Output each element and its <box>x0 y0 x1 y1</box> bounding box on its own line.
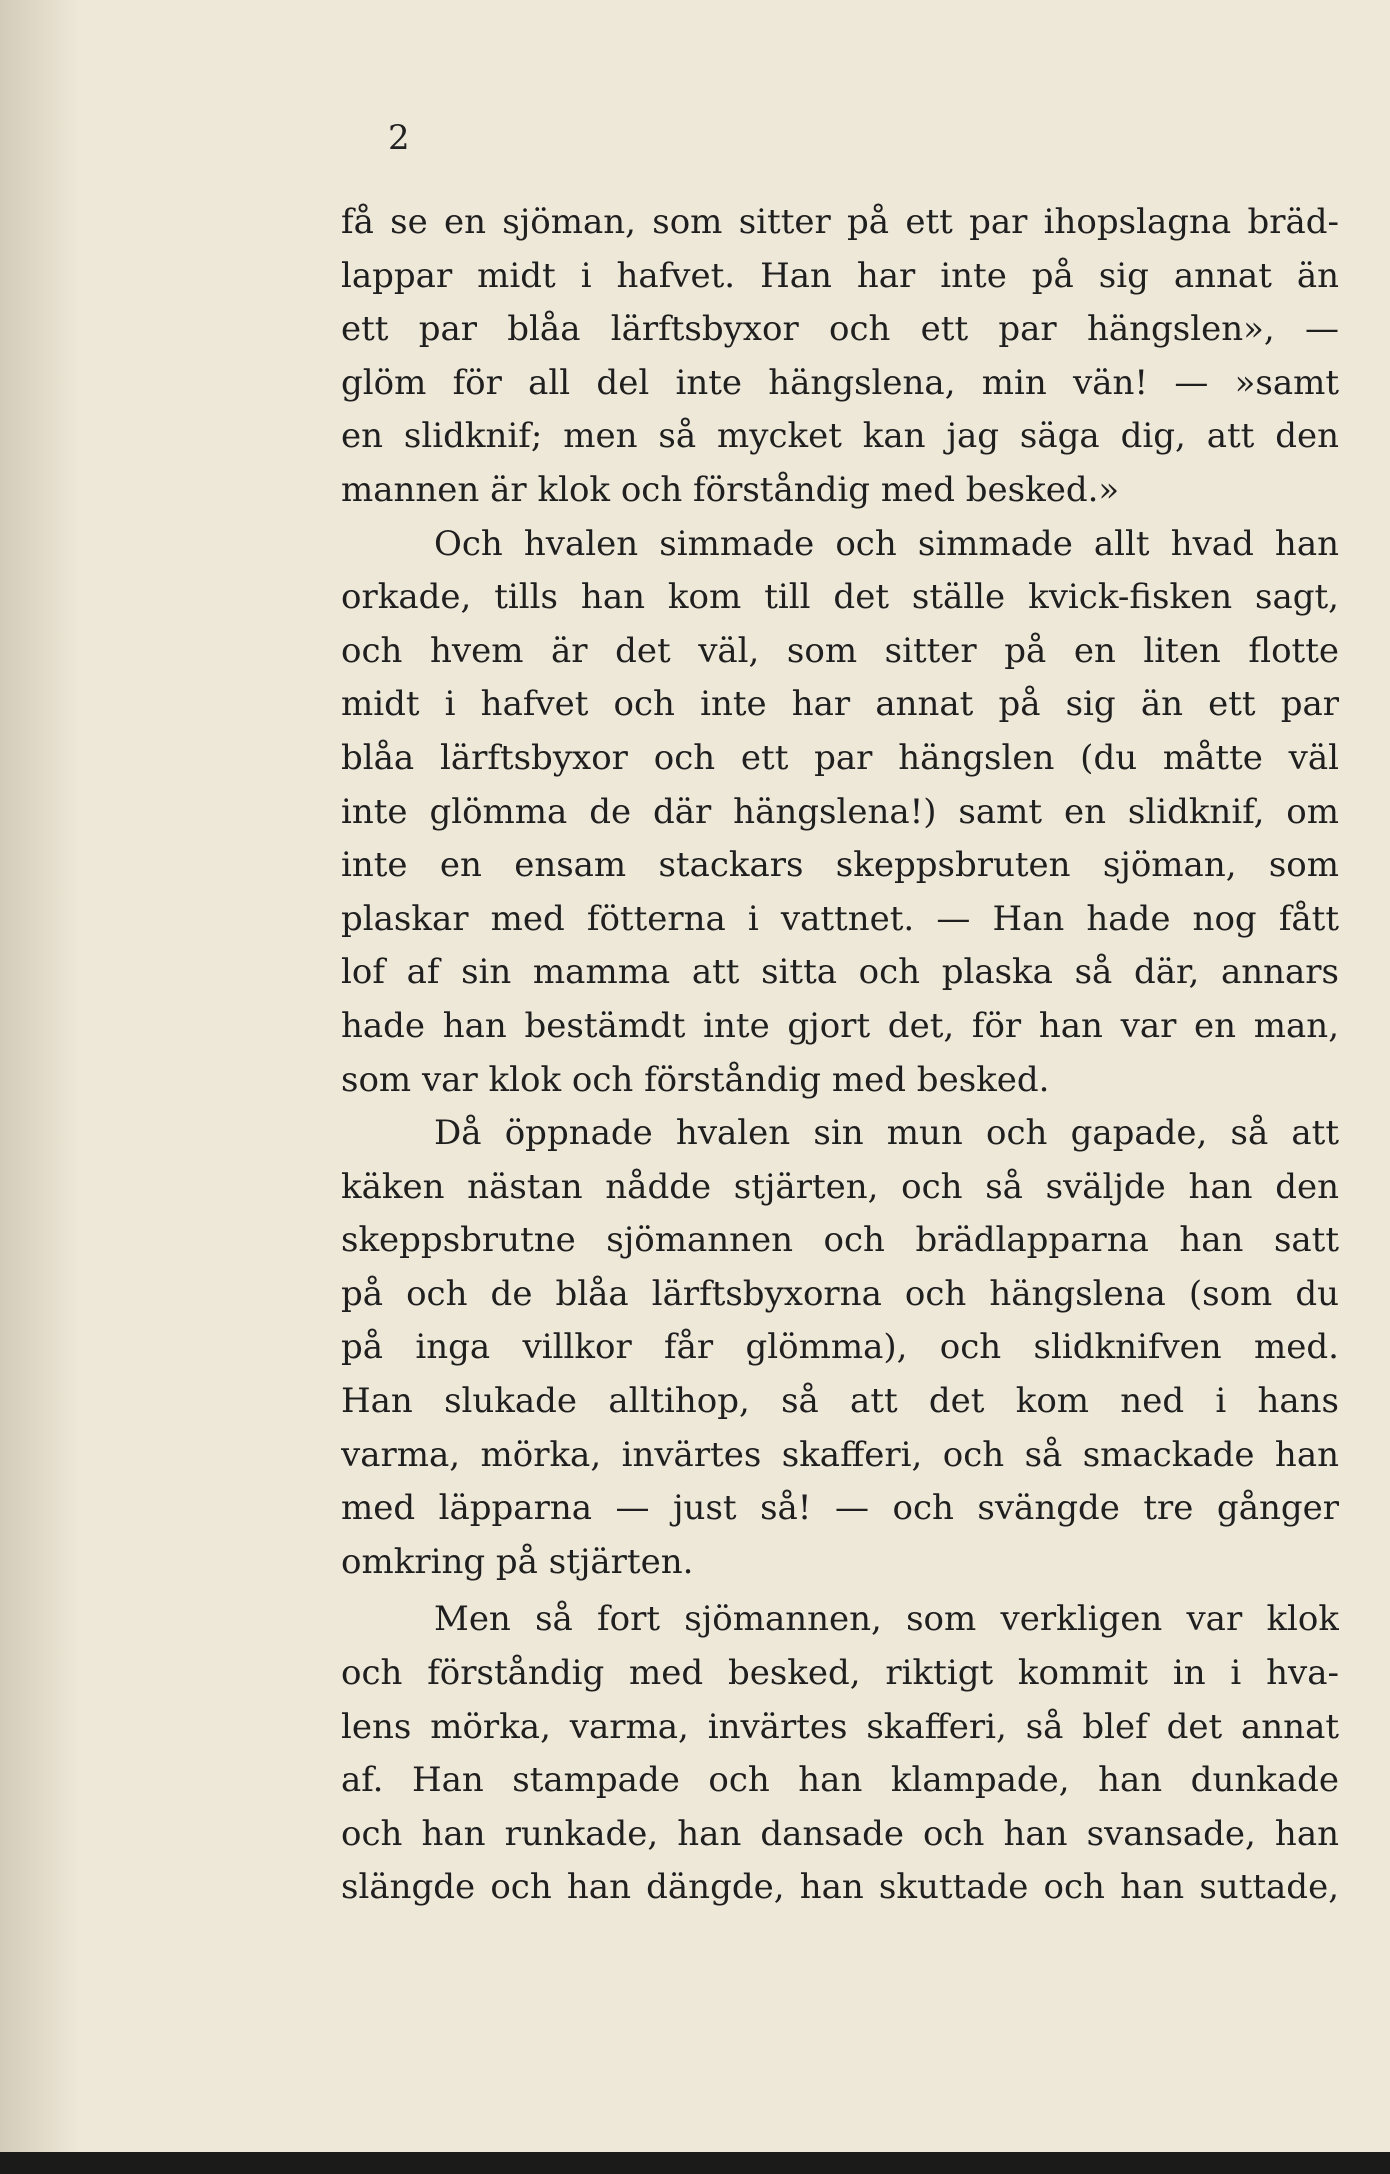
text-line: på och de blåa lärftsbyxorna och hängslena (som du <box>341 1273 1339 1314</box>
text-line: och förståndig med besked, riktigt kommit in i hva- <box>341 1653 1339 1694</box>
text-line: hade han bestämdt inte gjort det, för han var en man, <box>341 1005 1339 1046</box>
page-shadow <box>0 0 80 2174</box>
paragraph-start-line: Men så fort sjömannen, som verkligen var klok <box>434 1599 1339 1640</box>
paragraph-start-line: Då öppnade hvalen sin mun och gapade, så att <box>434 1113 1339 1154</box>
text-line: och han runkade, han dansade och han svansade, han <box>341 1813 1339 1854</box>
text-line: och hvem är det väl, som sitter på en liten flotte <box>341 630 1339 671</box>
text-line: lof af sin mamma att sitta och plaska så där, annars <box>341 952 1339 993</box>
text-line: mannen är klok och förståndig med besked.» <box>341 469 1120 510</box>
text-line: midt i hafvet och inte har annat på sig än ett par <box>341 684 1339 725</box>
text-line: blåa lärftsbyxor och ett par hängslen (du måtte väl <box>341 737 1339 778</box>
text-line: slängde och han dängde, han skuttade och han suttade, <box>341 1867 1339 1908</box>
text-line: skeppsbrutne sjömannen och brädlapparna han satt <box>341 1220 1339 1261</box>
text-line: få se en sjöman, som sitter på ett par ihopslagna bräd- <box>341 202 1339 242</box>
scan-bottom-edge <box>0 2152 1390 2174</box>
text-line: omkring på stjärten. <box>341 1541 694 1582</box>
text-line: en slidknif; men så mycket kan jag säga dig, att den <box>341 416 1339 457</box>
text-line: som var klok och förståndig med besked. <box>341 1059 1050 1100</box>
text-line: ett par blåa lärftsbyxor och ett par hängslen», — <box>341 309 1339 350</box>
body-text <box>341 196 1339 1915</box>
paragraph-start-line: Och hvalen simmade och simmade allt hvad han <box>434 523 1339 564</box>
page-number: 2 <box>388 118 410 158</box>
text-line: lappar midt i hafvet. Han har inte på sig annat än <box>341 255 1339 296</box>
text-line: lens mörka, varma, invärtes skafferi, så blef det annat <box>341 1706 1339 1747</box>
text-line: inte en ensam stackars skeppsbruten sjöman, som <box>341 845 1339 886</box>
text-line: plaskar med fötterna i vattnet. — Han hade nog fått <box>341 898 1339 939</box>
text-line: af. Han stampade och han klampade, han dunkade <box>341 1760 1339 1801</box>
text-line: glöm för all del inte hängslena, min vän! — »samt <box>341 362 1339 403</box>
text-line: käken nästan nådde stjärten, och så sväljde han den <box>341 1166 1339 1207</box>
text-line: inte glömma de där hängslena!) samt en slidknif, om <box>341 791 1339 832</box>
text-line: med läpparna — just så! — och svängde tre gånger <box>341 1488 1339 1529</box>
text-line: på inga villkor får glömma), och slidknifven med. <box>341 1327 1339 1368</box>
text-line: orkade, tills han kom till det ställe kvick-fisken sagt, <box>341 577 1339 618</box>
text-line: Han slukade alltihop, så att det kom ned i hans <box>341 1381 1339 1422</box>
text-line: varma, mörka, invärtes skafferi, och så smackade han <box>341 1434 1339 1475</box>
